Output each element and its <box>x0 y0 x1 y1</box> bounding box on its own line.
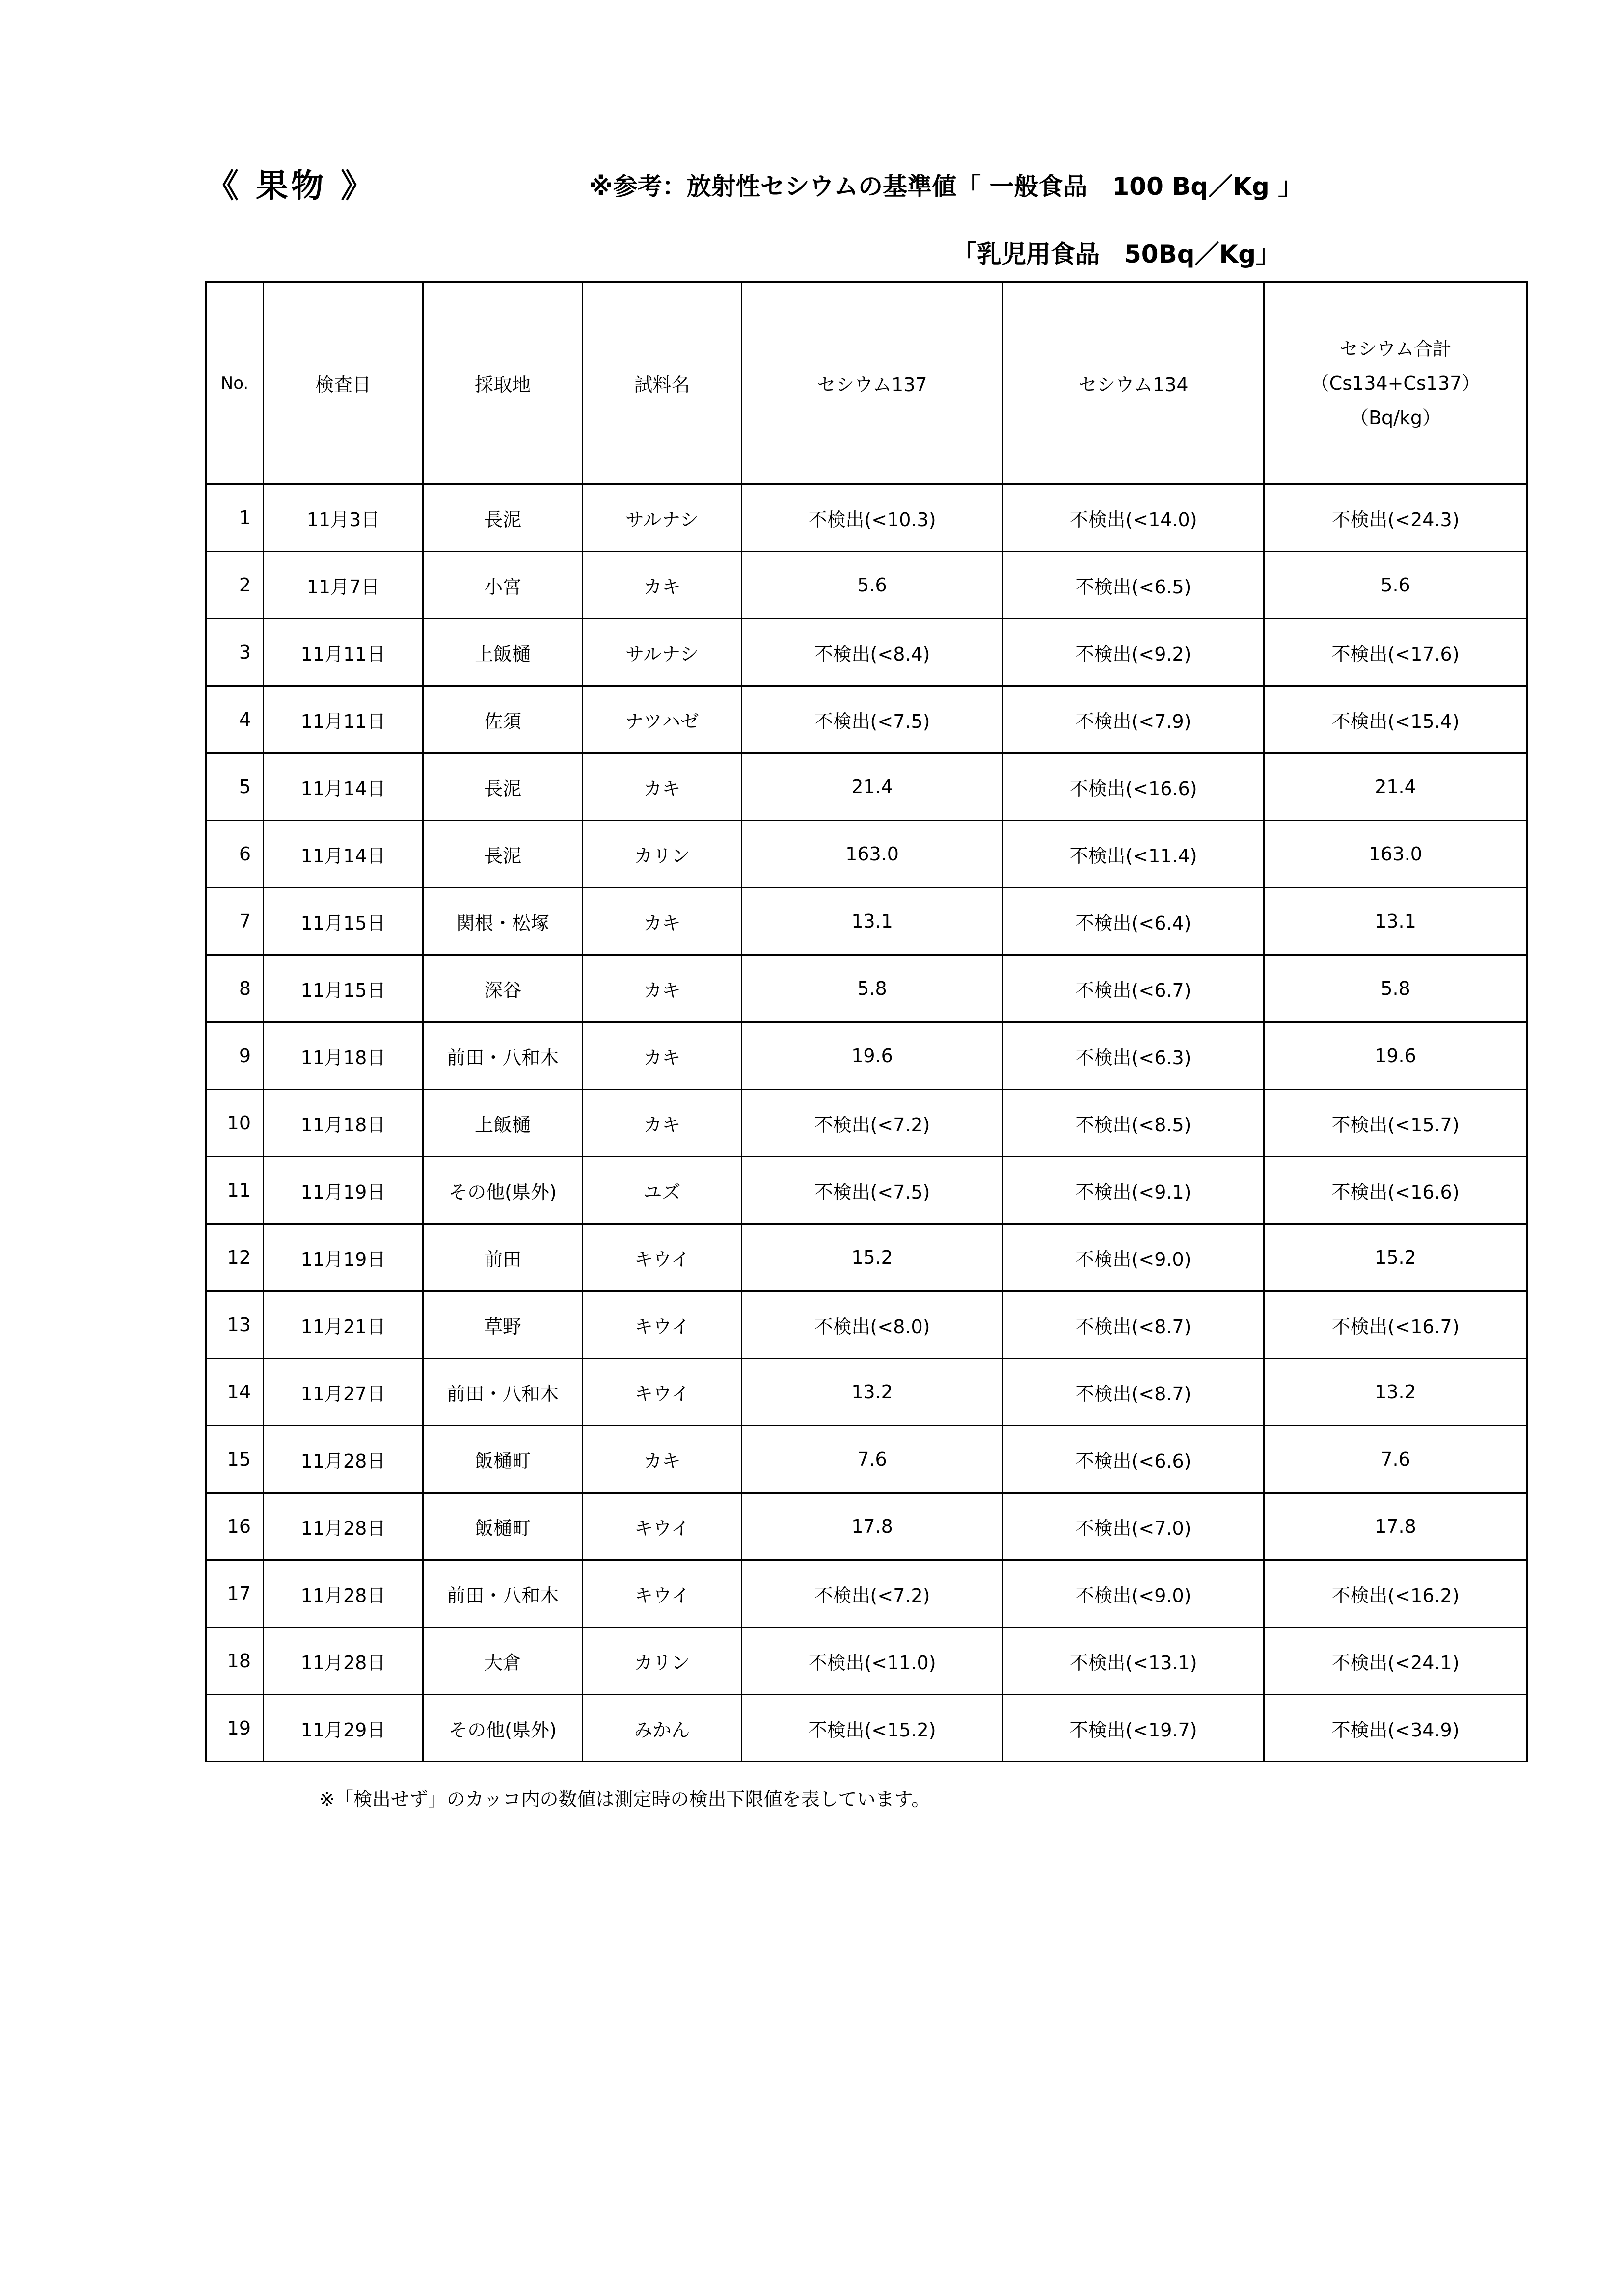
cell-cs134: 不検出(<14.0) <box>1003 484 1264 552</box>
cell-no: 3 <box>206 619 264 686</box>
cell-cs137: 21.4 <box>742 753 1003 821</box>
table-row <box>206 1493 1527 1560</box>
cell-sample: キウイ <box>583 1359 742 1426</box>
cell-total: 不検出(<24.3) <box>1264 484 1527 552</box>
cell-cs134: 不検出(<8.7) <box>1003 1359 1264 1426</box>
cell-total: 17.8 <box>1264 1493 1527 1560</box>
cell-total: 不検出(<34.9) <box>1264 1695 1527 1762</box>
cell-cs137: 不検出(<7.5) <box>742 1157 1003 1224</box>
cell-total: 5.8 <box>1264 955 1527 1022</box>
cell-sample: カキ <box>583 1090 742 1157</box>
cell-cs134: 不検出(<9.1) <box>1003 1157 1264 1224</box>
cell-date: 11月28日 <box>264 1426 423 1493</box>
cell-cs134: 不検出(<16.6) <box>1003 753 1264 821</box>
cell-date: 11月19日 <box>264 1157 423 1224</box>
cell-no: 8 <box>206 955 264 1022</box>
cell-location: 深谷 <box>423 955 583 1022</box>
cell-no: 12 <box>206 1224 264 1291</box>
cell-no: 13 <box>206 1291 264 1359</box>
cell-cs134: 不検出(<6.3) <box>1003 1022 1264 1090</box>
cell-cs134: 不検出(<13.1) <box>1003 1628 1264 1695</box>
table-row <box>206 753 1527 821</box>
cell-sample: キウイ <box>583 1291 742 1359</box>
cell-date: 11月18日 <box>264 1022 423 1090</box>
page-title: 《 果物 》 <box>206 167 376 205</box>
total-header-line1: セシウム合計 <box>1339 338 1452 360</box>
cell-sample: カキ <box>583 1022 742 1090</box>
table-row <box>206 1291 1527 1359</box>
cell-total: 不検出(<17.6) <box>1264 619 1527 686</box>
cell-cs137: 不検出(<8.4) <box>742 619 1003 686</box>
cell-location: 佐須 <box>423 686 583 753</box>
cell-location: 大倉 <box>423 1628 583 1695</box>
cell-location: 前田・八和木 <box>423 1022 583 1090</box>
cell-no: 16 <box>206 1493 264 1560</box>
cell-cs134: 不検出(<19.7) <box>1003 1695 1264 1762</box>
cell-total: 不検出(<15.7) <box>1264 1090 1527 1157</box>
cell-sample: カキ <box>583 955 742 1022</box>
table-row <box>206 552 1527 619</box>
column-header-cs137: セシウム137 <box>742 282 1003 484</box>
total-header-line3: （Bq/kg） <box>1350 406 1441 428</box>
cell-date: 11月14日 <box>264 821 423 888</box>
cell-cs137: 不検出(<7.2) <box>742 1560 1003 1628</box>
cell-sample: カキ <box>583 753 742 821</box>
cell-total: 不検出(<15.4) <box>1264 686 1527 753</box>
cell-cs134: 不検出(<8.7) <box>1003 1291 1264 1359</box>
table-row <box>206 821 1527 888</box>
column-header-location: 採取地 <box>423 282 583 484</box>
cell-date: 11月28日 <box>264 1493 423 1560</box>
cell-date: 11月19日 <box>264 1224 423 1291</box>
table-row <box>206 1560 1527 1628</box>
table-row <box>206 1224 1527 1291</box>
table-row <box>206 1157 1527 1224</box>
cell-sample: カリン <box>583 1628 742 1695</box>
column-header-date: 検査日 <box>264 282 423 484</box>
table-row <box>206 484 1527 552</box>
cell-cs134: 不検出(<6.6) <box>1003 1426 1264 1493</box>
cell-total: 163.0 <box>1264 821 1527 888</box>
cell-location: 飯樋町 <box>423 1493 583 1560</box>
cell-date: 11月3日 <box>264 484 423 552</box>
table-row <box>206 1695 1527 1762</box>
footnote: ※「検出せず」のカッコ内の数値は測定時の検出下限値を表しています。 <box>319 1789 930 1810</box>
cell-no: 11 <box>206 1157 264 1224</box>
cell-location: その他(県外) <box>423 1695 583 1762</box>
table-row <box>206 888 1527 955</box>
cell-location: 小宮 <box>423 552 583 619</box>
cell-sample: キウイ <box>583 1493 742 1560</box>
table-row <box>206 955 1527 1022</box>
cell-cs137: 7.6 <box>742 1426 1003 1493</box>
cell-no: 10 <box>206 1090 264 1157</box>
cell-sample: ユズ <box>583 1157 742 1224</box>
cell-no: 19 <box>206 1695 264 1762</box>
cell-cs134: 不検出(<6.7) <box>1003 955 1264 1022</box>
column-header-cs134: セシウム134 <box>1003 282 1264 484</box>
cell-total: 15.2 <box>1264 1224 1527 1291</box>
cell-total: 5.6 <box>1264 552 1527 619</box>
cell-cs137: 163.0 <box>742 821 1003 888</box>
cell-total: 不検出(<16.6) <box>1264 1157 1527 1224</box>
cell-sample: ナツハゼ <box>583 686 742 753</box>
cell-cs134: 不検出(<9.0) <box>1003 1560 1264 1628</box>
cell-cs137: 不検出(<15.2) <box>742 1695 1003 1762</box>
cell-date: 11月18日 <box>264 1090 423 1157</box>
cell-sample: カリン <box>583 821 742 888</box>
cell-sample: みかん <box>583 1695 742 1762</box>
cell-cs137: 5.8 <box>742 955 1003 1022</box>
cell-location: 長泥 <box>423 821 583 888</box>
cell-total: 不検出(<16.2) <box>1264 1560 1527 1628</box>
cell-date: 11月21日 <box>264 1291 423 1359</box>
cell-cs137: 不検出(<11.0) <box>742 1628 1003 1695</box>
cell-location: 長泥 <box>423 753 583 821</box>
column-header-total <box>1264 282 1527 484</box>
cell-location: 前田 <box>423 1224 583 1291</box>
cell-total: 13.1 <box>1264 888 1527 955</box>
cell-date: 11月28日 <box>264 1628 423 1695</box>
cell-sample: サルナシ <box>583 619 742 686</box>
cell-date: 11月14日 <box>264 753 423 821</box>
cell-sample: カキ <box>583 888 742 955</box>
table-row <box>206 619 1527 686</box>
table-row <box>206 1426 1527 1493</box>
cell-cs134: 不検出(<9.2) <box>1003 619 1264 686</box>
cell-cs137: 不検出(<7.2) <box>742 1090 1003 1157</box>
cell-location: 前田・八和木 <box>423 1560 583 1628</box>
cell-sample: カキ <box>583 552 742 619</box>
cell-location: 上飯樋 <box>423 1090 583 1157</box>
table-row <box>206 1628 1527 1695</box>
cell-no: 18 <box>206 1628 264 1695</box>
cell-total: 13.2 <box>1264 1359 1527 1426</box>
cell-location: 飯樋町 <box>423 1426 583 1493</box>
results-table <box>205 281 1528 1762</box>
cell-no: 6 <box>206 821 264 888</box>
column-header-sample: 試料名 <box>583 282 742 484</box>
cell-cs137: 15.2 <box>742 1224 1003 1291</box>
table-header-row <box>206 282 1527 484</box>
cell-cs137: 不検出(<7.5) <box>742 686 1003 753</box>
cell-cs137: 19.6 <box>742 1022 1003 1090</box>
cell-total: 不検出(<16.7) <box>1264 1291 1527 1359</box>
cell-sample: サルナシ <box>583 484 742 552</box>
cell-cs137: 17.8 <box>742 1493 1003 1560</box>
cell-total: 21.4 <box>1264 753 1527 821</box>
cell-cs134: 不検出(<7.9) <box>1003 686 1264 753</box>
table-row <box>206 1022 1527 1090</box>
cell-no: 4 <box>206 686 264 753</box>
cell-location: 草野 <box>423 1291 583 1359</box>
cell-no: 2 <box>206 552 264 619</box>
cell-no: 7 <box>206 888 264 955</box>
cell-cs134: 不検出(<9.0) <box>1003 1224 1264 1291</box>
cell-cs137: 13.2 <box>742 1359 1003 1426</box>
cell-date: 11月11日 <box>264 619 423 686</box>
cell-no: 15 <box>206 1426 264 1493</box>
cell-cs137: 13.1 <box>742 888 1003 955</box>
cell-location: 関根・松塚 <box>423 888 583 955</box>
cell-date: 11月15日 <box>264 888 423 955</box>
cell-cs134: 不検出(<11.4) <box>1003 821 1264 888</box>
cell-date: 11月11日 <box>264 686 423 753</box>
cell-cs134: 不検出(<8.5) <box>1003 1090 1264 1157</box>
reference-standard-infant: 「乳児用食品 50Bq／Kg」 <box>952 240 1281 268</box>
cell-date: 11月27日 <box>264 1359 423 1426</box>
total-header-line2: （Cs134+Cs137） <box>1310 372 1481 394</box>
cell-cs134: 不検出(<7.0) <box>1003 1493 1264 1560</box>
cell-sample: キウイ <box>583 1560 742 1628</box>
cell-cs137: 不検出(<8.0) <box>742 1291 1003 1359</box>
cell-total: 7.6 <box>1264 1426 1527 1493</box>
cell-sample: キウイ <box>583 1224 742 1291</box>
cell-date: 11月28日 <box>264 1560 423 1628</box>
cell-date: 11月29日 <box>264 1695 423 1762</box>
cell-sample: カキ <box>583 1426 742 1493</box>
cell-location: 前田・八和木 <box>423 1359 583 1426</box>
cell-cs134: 不検出(<6.4) <box>1003 888 1264 955</box>
cell-total: 19.6 <box>1264 1022 1527 1090</box>
cell-no: 17 <box>206 1560 264 1628</box>
cell-total: 不検出(<24.1) <box>1264 1628 1527 1695</box>
column-header-no: No. <box>206 282 264 484</box>
cell-no: 5 <box>206 753 264 821</box>
cell-location: 長泥 <box>423 484 583 552</box>
cell-date: 11月7日 <box>264 552 423 619</box>
cell-no: 9 <box>206 1022 264 1090</box>
reference-standard-general: ※参考：放射性セシウムの基準値「 一般食品 100 Bq／Kg 」 <box>589 172 1303 201</box>
table-row <box>206 1359 1527 1426</box>
cell-cs137: 5.6 <box>742 552 1003 619</box>
cell-cs137: 不検出(<10.3) <box>742 484 1003 552</box>
cell-location: 上飯樋 <box>423 619 583 686</box>
table-row <box>206 686 1527 753</box>
cell-location: その他(県外) <box>423 1157 583 1224</box>
table-row <box>206 1090 1527 1157</box>
cell-cs134: 不検出(<6.5) <box>1003 552 1264 619</box>
cell-no: 1 <box>206 484 264 552</box>
cell-no: 14 <box>206 1359 264 1426</box>
cell-date: 11月15日 <box>264 955 423 1022</box>
